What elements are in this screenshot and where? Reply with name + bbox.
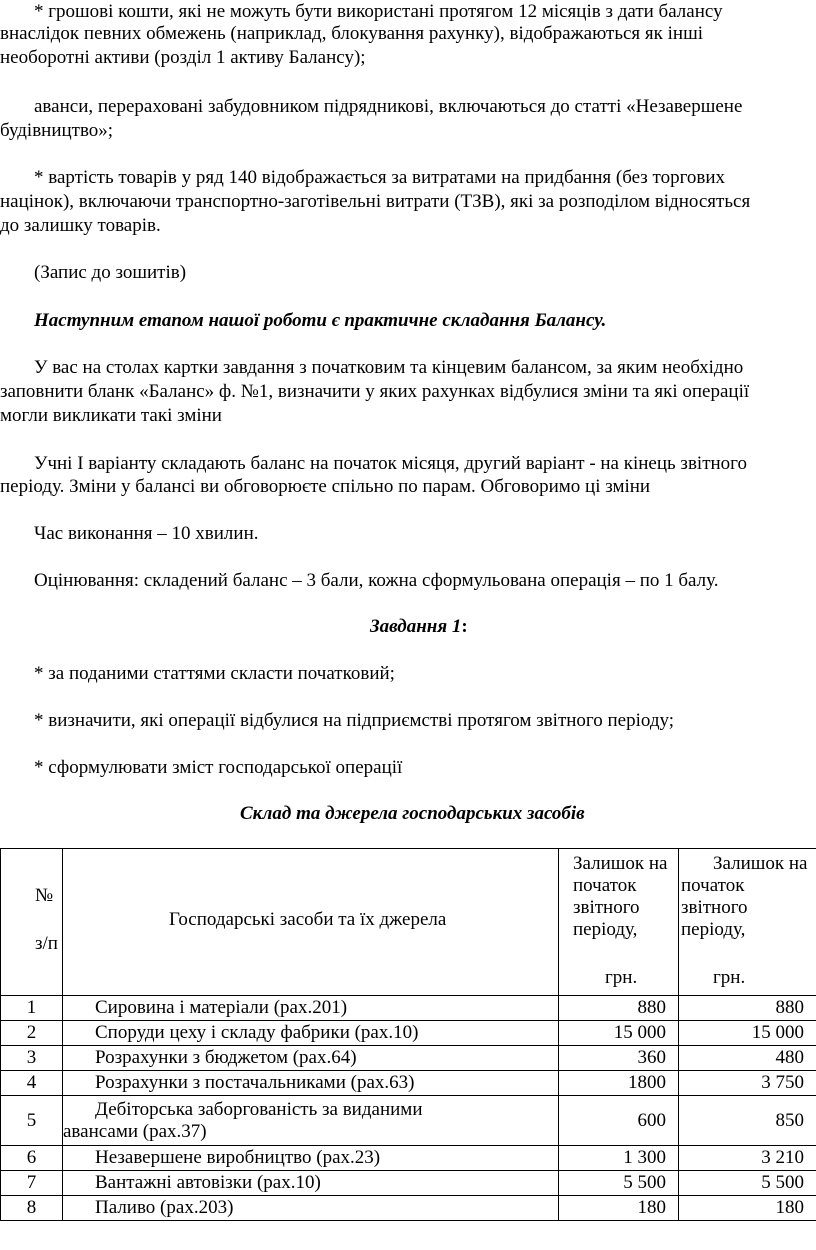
header-start-balance-unit: грн. xyxy=(605,967,638,988)
table-row xyxy=(1,1046,816,1071)
paragraph-1-line-1: * грошові кошти, які не можуть бути використані протягом 12 місяців з дати балансу xyxy=(34,1,723,22)
row-start-balance: 180 xyxy=(559,1196,679,1221)
time-limit-text: Час виконання – 10 хвилин. xyxy=(34,523,259,544)
row-item-name-line-2: авансами (рах.37) xyxy=(63,1120,207,1142)
row-start-balance: 880 xyxy=(559,996,679,1021)
paragraph-2-line-2: будівництво»; xyxy=(0,120,114,141)
grading-text: Оцінювання: складений баланс – 3 бали, кожна сформульована операція – по 1 балу. xyxy=(34,570,719,591)
paragraph-6-line-3: могли викликати такі зміни xyxy=(0,405,222,426)
row-start-balance: 5 500 xyxy=(559,1171,679,1196)
header-num-abbr: з/п xyxy=(35,933,58,954)
header-end-balance-unit: грн. xyxy=(713,967,746,988)
paragraph-2-line-1: аванси, перераховані забудовником підрядникові, включаються до статті «Незавершене xyxy=(34,96,743,117)
row-number: 8 xyxy=(1,1196,63,1221)
header-end-balance-line-1: Залишок на xyxy=(713,853,808,874)
row-number: 5 xyxy=(1,1096,63,1146)
table-row xyxy=(1,1146,816,1171)
row-start-balance: 1800 xyxy=(559,1071,679,1096)
row-number: 4 xyxy=(1,1071,63,1096)
task-bullet-1: * за поданими статтями скласти початковий; xyxy=(34,663,395,684)
row-end-balance: 3 750 xyxy=(679,1071,816,1096)
row-item-name: Розрахунки з постачальниками (рах.63) xyxy=(63,1071,559,1096)
paragraph-3-line-1: * вартість товарів у ряд 140 відображається за витратами на придбання (без торгових xyxy=(34,167,726,188)
row-end-balance: 480 xyxy=(679,1046,816,1071)
header-start-balance-line-1: Залишок на xyxy=(573,853,668,874)
row-item-name: Паливо (рах.203) xyxy=(63,1196,559,1221)
row-number: 3 xyxy=(1,1046,63,1071)
table-caption: Склад та джерела господарських засобів xyxy=(240,803,585,824)
header-end-balance-line-2: початок xyxy=(681,875,745,896)
row-end-balance: 3 210 xyxy=(679,1146,816,1171)
task-title xyxy=(370,615,468,639)
header-start-balance-line-2: початок xyxy=(573,875,637,896)
task-title-label: Завдання 1 xyxy=(370,616,462,637)
table-row xyxy=(1,1021,816,1046)
row-start-balance: 1 300 xyxy=(559,1146,679,1171)
header-num-symbol: № xyxy=(35,885,54,906)
balance-table xyxy=(0,848,816,1221)
paragraph-1-line-3: необоротні активи (розділ 1 активу Балансу); xyxy=(0,47,366,68)
table-header-row xyxy=(1,849,816,996)
table-row xyxy=(1,1096,816,1146)
header-end-balance-cell xyxy=(679,849,816,996)
paragraph-6-line-1: У вас на столах картки завдання з початковим та кінцевим балансом, за яким необхідно xyxy=(34,357,744,378)
header-start-balance-line-3: звітного xyxy=(573,897,640,918)
row-start-balance: 360 xyxy=(559,1046,679,1071)
header-num-cell xyxy=(1,849,63,996)
header-name-cell xyxy=(63,849,559,996)
table-row xyxy=(1,996,816,1021)
row-item-name: Споруди цеху і складу фабрики (рах.10) xyxy=(63,1021,559,1046)
paragraph-7-line-2: періоду. Зміни у балансі ви обговорюєте спільно по парам. Обговоримо ці зміни xyxy=(0,476,651,497)
header-start-balance-cell xyxy=(559,849,679,996)
notebook-note: (Запис до зошитів) xyxy=(34,262,187,283)
row-number: 6 xyxy=(1,1146,63,1171)
paragraph-3-line-2: націнок), включаючи транспортно-заготівельні витрати (ТЗВ), які за розподілом відносяться xyxy=(0,191,751,212)
table-row xyxy=(1,1196,816,1221)
row-item-name: Розрахунки з бюджетом (рах.64) xyxy=(63,1046,559,1071)
row-start-balance: 15 000 xyxy=(559,1021,679,1046)
row-start-balance: 600 xyxy=(559,1096,679,1146)
row-end-balance: 5 500 xyxy=(679,1171,816,1196)
table-row xyxy=(1,1071,816,1096)
row-end-balance: 15 000 xyxy=(679,1021,816,1046)
task-bullet-3: * сформулювати зміст господарської операції xyxy=(34,757,403,778)
row-end-balance: 850 xyxy=(679,1096,816,1146)
row-item-name: Вантажні автовізки (рах.10) xyxy=(63,1171,559,1196)
row-item-name xyxy=(63,1096,559,1146)
next-stage-heading: Наступним етапом нашої роботи є практичне складання Балансу. xyxy=(34,310,607,331)
paragraph-3-line-3: до залишку товарів. xyxy=(0,215,161,236)
row-item-name-line-1: Дебіторська заборгованість за виданими xyxy=(95,1098,423,1120)
header-end-balance-line-3: звітного xyxy=(681,897,748,918)
row-item-name: Сировина і матеріали (рах.201) xyxy=(63,996,559,1021)
header-start-balance-line-4: періоду, xyxy=(573,919,638,940)
row-end-balance: 880 xyxy=(679,996,816,1021)
row-end-balance: 180 xyxy=(679,1196,816,1221)
row-item-name: Незавершене виробництво (рах.23) xyxy=(63,1146,559,1171)
task-title-colon: : xyxy=(461,616,468,637)
row-number: 7 xyxy=(1,1171,63,1196)
header-end-balance-line-4: періоду, xyxy=(681,919,746,940)
paragraph-7-line-1: Учні І варіанту складають баланс на початок місяця, другий варіант - на кінець звітного xyxy=(34,453,747,474)
paragraph-1-line-2: внаслідок певних обмежень (наприклад, блокування рахунку), відображаються як інші xyxy=(0,23,703,44)
table-row xyxy=(1,1171,816,1196)
row-number: 1 xyxy=(1,996,63,1021)
row-number: 2 xyxy=(1,1021,63,1046)
task-bullet-2: * визначити, які операції відбулися на підприємстві протягом звітного періоду; xyxy=(34,710,675,731)
paragraph-6-line-2: заповнити бланк «Баланс» ф. №1, визначити у яких рахунках відбулися зміни та які операції xyxy=(0,381,750,402)
header-name: Господарські засоби та їх джерела xyxy=(169,909,447,930)
